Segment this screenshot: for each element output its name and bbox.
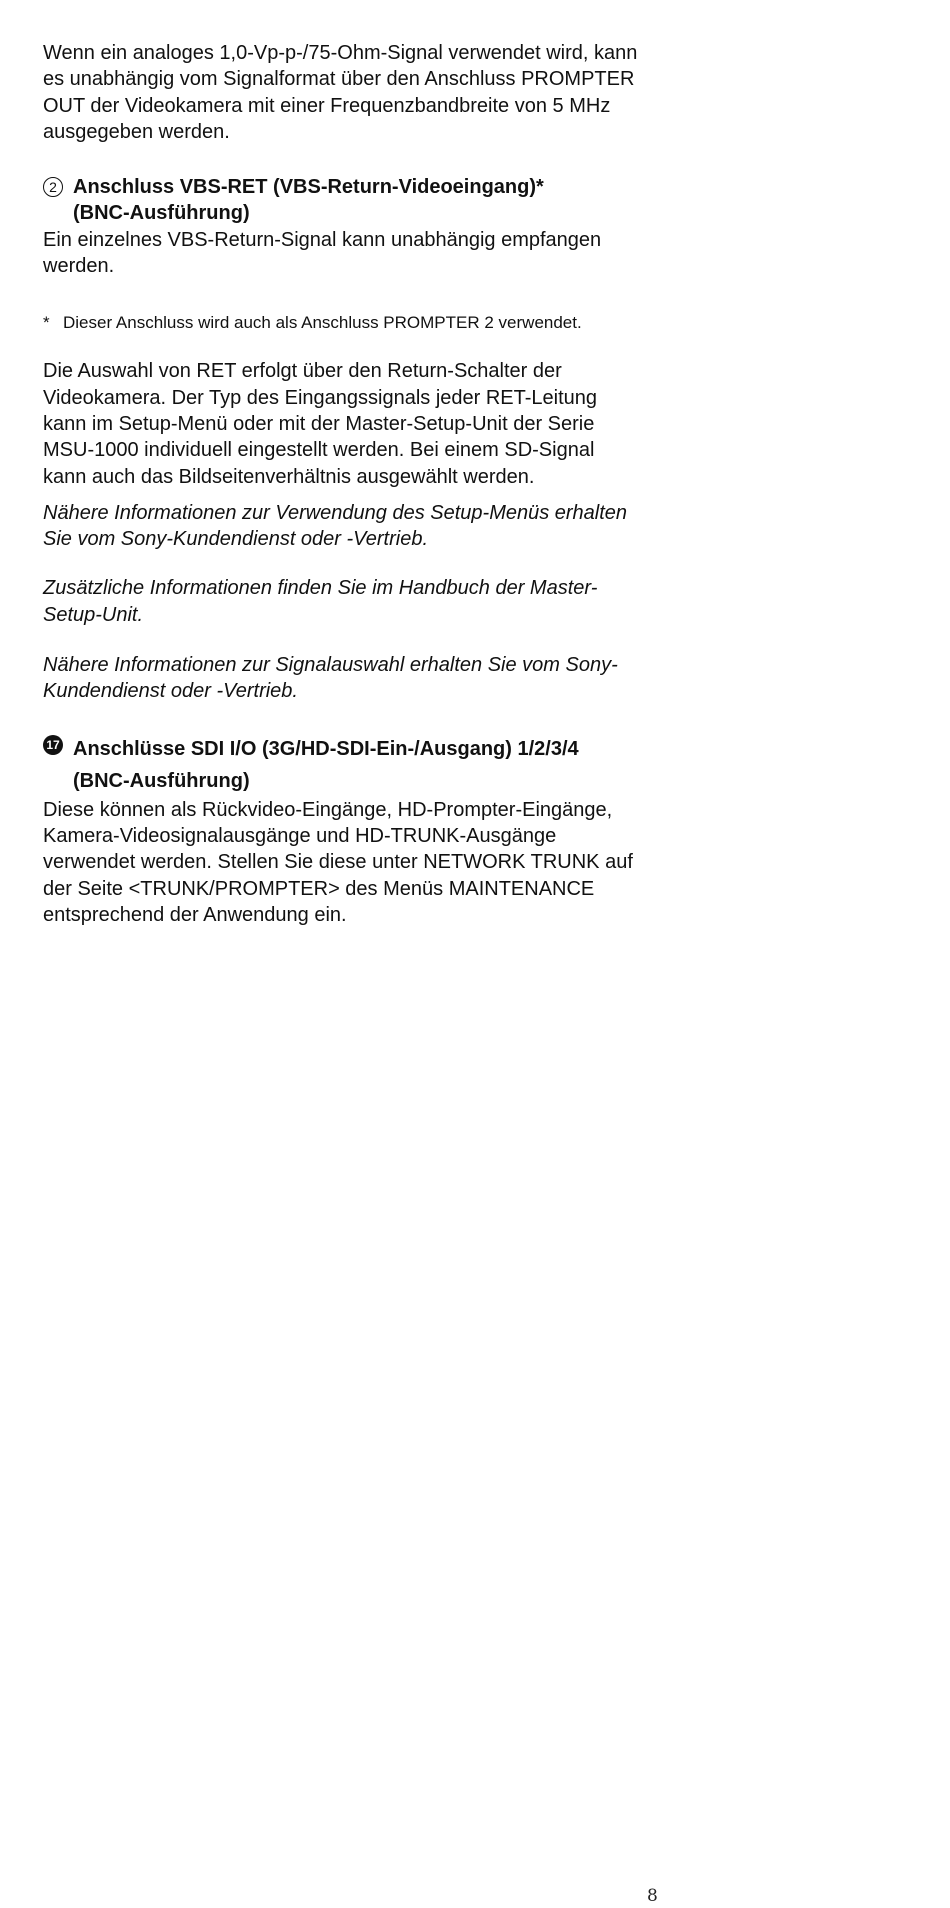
footnote-marker: * bbox=[43, 313, 50, 333]
page-number: 8 bbox=[647, 1886, 658, 1906]
section-vbs-body: Ein einzelnes VBS-Return-Signal kann unabhängig empfangen werden. bbox=[43, 228, 602, 278]
section-sdi-title: Anschlüsse SDI I/O (3G/HD-SDI-Ein-/Ausgang) 1/2/3/4 bbox=[73, 737, 579, 760]
circled-number-17: 17 bbox=[43, 735, 63, 755]
circled-number-2: 2 bbox=[43, 177, 63, 197]
section-sdi-heading bbox=[43, 733, 643, 797]
italic-note-master-setup: Zusätzliche Informationen finden Sie im Handbuch der Master-Setup-Unit. bbox=[43, 577, 598, 626]
section-vbs-title: Anschluss VBS-RET (VBS-Return-Videoeingang)* bbox=[73, 176, 544, 199]
section-vbs-subtitle: (BNC-Ausführung) bbox=[73, 202, 250, 225]
section-sdi-subtitle: (BNC-Ausführung) bbox=[73, 769, 250, 792]
section-sdi-body: Diese können als Rückvideo-Eingänge, HD-Prompter-Eingänge, Kamera-Videosignalausgänge und HD-TRUNK-Ausgänge verwendet werden. Stellen Sie diese unter NETWORK TRUNK auf der Seite <TRUNK/PROMPTER> des Menüs MAINTENANCE entsprechend der Anwendung ein. bbox=[43, 798, 633, 926]
intro-paragraph: Wenn ein analoges 1,0-Vp-p-/75-Ohm-Signal verwendet wird, kann es unabhängig vom Signalformat über den Anschluss PROMPTER OUT der Videokamera mit einer Frequenzbandbreite von 5 MHz ausgegeben werden. bbox=[43, 42, 638, 143]
document-page bbox=[43, 40, 643, 928]
italic-note-signal-selection: Nähere Informationen zur Signalauswahl erhalten Sie vom Sony-Kundendienst oder -Vertrieb. bbox=[43, 654, 618, 703]
italic-note-setup-menu: Nähere Informationen zur Verwendung des Setup-Menüs erhalten Sie vom Sony-Kundendienst oder -Vertrieb. bbox=[43, 501, 628, 551]
section-vbs-heading bbox=[43, 174, 643, 227]
ret-paragraph: Die Auswahl von RET erfolgt über den Return-Schalter der Videokamera. Der Typ des Eingangssignals jeder RET-Leitung kann im Setup-Menü oder mit der Master-Setup-Unit der Serie MSU-1000 individuell eingestellt werden. Bei einem SD-Signal kann auch das Bildseitenverhältnis ausgewählt werden. bbox=[43, 360, 598, 488]
footnote-text: Dieser Anschluss wird auch als Anschluss PROMPTER 2 verwendet. bbox=[63, 313, 582, 333]
footnote bbox=[43, 312, 643, 333]
